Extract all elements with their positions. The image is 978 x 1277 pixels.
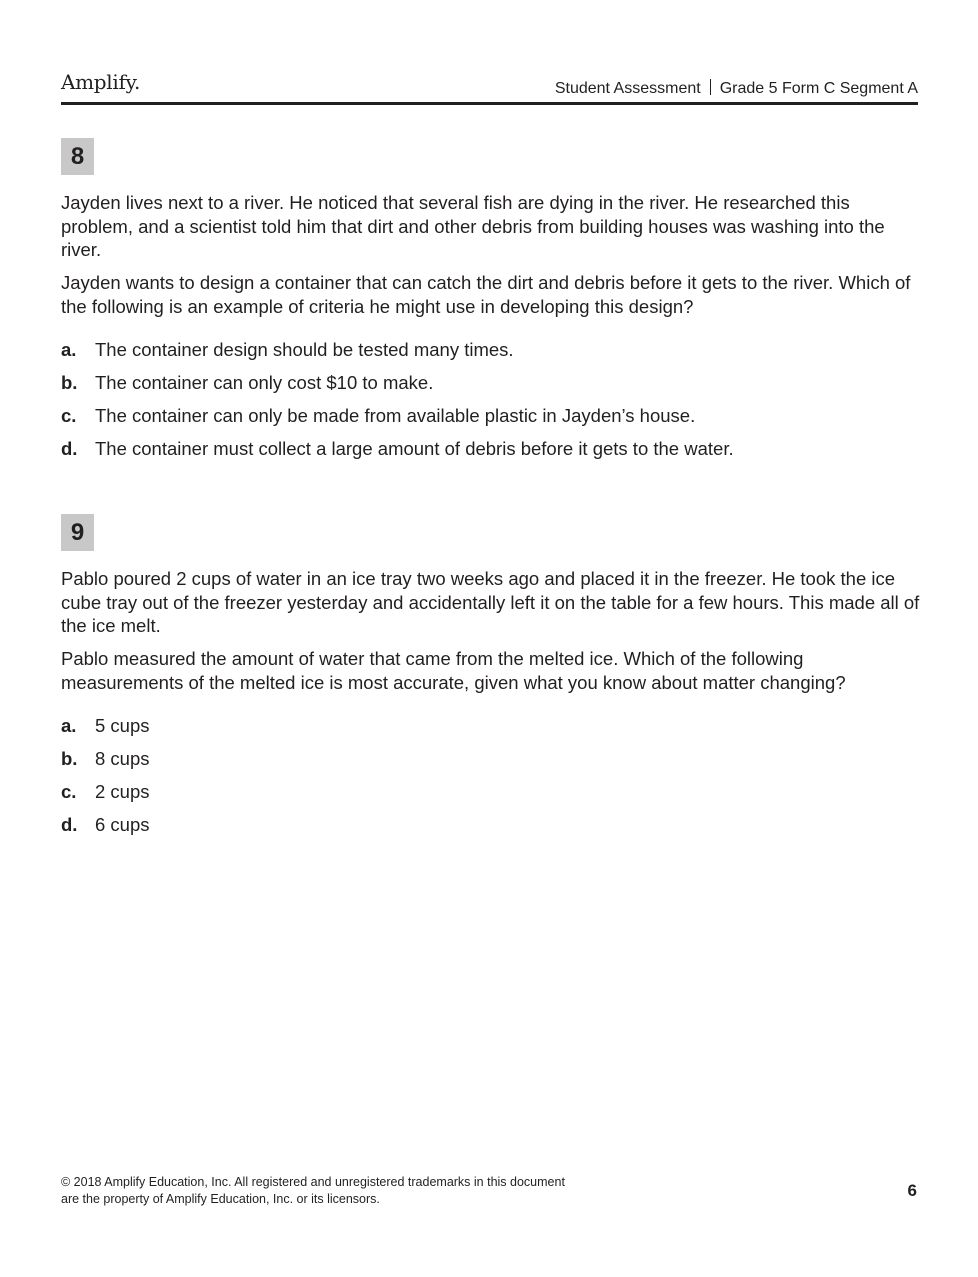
option-text: The container can only cost $10 to make. — [95, 372, 434, 393]
question-stem-paragraph: Pablo poured 2 cups of water in an ice tray two weeks ago and placed it in the freezer. He took the ice cube tray out of the freezer yesterday and accidentally left it on the table for a few hours. This made all of the ice melt. — [61, 568, 920, 636]
option-text: The container must collect a large amount of debris before it gets to the water. — [95, 438, 734, 459]
option-text: 2 cups — [95, 781, 150, 802]
form-label: Grade 5 Form C Segment A — [719, 80, 918, 97]
option-text: 5 cups — [95, 715, 150, 736]
option-text: 8 cups — [95, 748, 150, 769]
page-number: 6 — [907, 1181, 917, 1200]
question-number-badge: 8 — [61, 138, 94, 175]
option-letter: d. — [61, 814, 78, 835]
header-divider — [710, 79, 711, 95]
option-text: The container design should be tested many times. — [95, 339, 514, 360]
option-letter: a. — [61, 715, 77, 736]
answer-option-d[interactable] — [61, 813, 150, 836]
question-number-badge: 9 — [61, 514, 94, 551]
answer-option-b[interactable] — [61, 747, 150, 770]
option-letter: a. — [61, 339, 77, 360]
amplify-logo: Amplify. — [61, 70, 141, 94]
answer-option-b[interactable] — [61, 371, 433, 394]
copyright-notice: © 2018 Amplify Education, Inc. All registered and unregistered trademarks in this document are the property of Amplify Education, Inc. or its licensors. — [61, 1175, 565, 1206]
option-letter: c. — [61, 405, 77, 426]
option-letter: b. — [61, 372, 78, 393]
answer-option-a[interactable] — [61, 338, 514, 361]
option-letter: b. — [61, 748, 78, 769]
answer-option-a[interactable] — [61, 714, 150, 737]
header-title — [555, 79, 918, 98]
answer-option-c[interactable] — [61, 780, 150, 803]
option-text: 6 cups — [95, 814, 150, 835]
question-prompt-paragraph: Jayden wants to design a container that can catch the dirt and debris before it gets to the river. Which of the following is an example of criteria he might use in developing this design? — [61, 272, 911, 317]
answer-option-d[interactable] — [61, 437, 734, 460]
page-header — [61, 66, 918, 105]
option-letter: d. — [61, 438, 78, 459]
assessment-label: Student Assessment — [554, 80, 701, 97]
question-prompt-paragraph: Pablo measured the amount of water that came from the melted ice. Which of the following measurements of the melted ice is most accurate, given what you know about matter changing? — [61, 648, 846, 693]
question-stem-paragraph: Jayden lives next to a river. He noticed that several fish are dying in the river. He researched this problem, and a scientist told him that dirt and other debris from building houses was washing into the river. — [61, 192, 885, 260]
answer-option-c[interactable] — [61, 404, 695, 427]
option-text: The container can only be made from available plastic in Jayden’s house. — [95, 405, 696, 426]
option-letter: c. — [61, 781, 77, 802]
